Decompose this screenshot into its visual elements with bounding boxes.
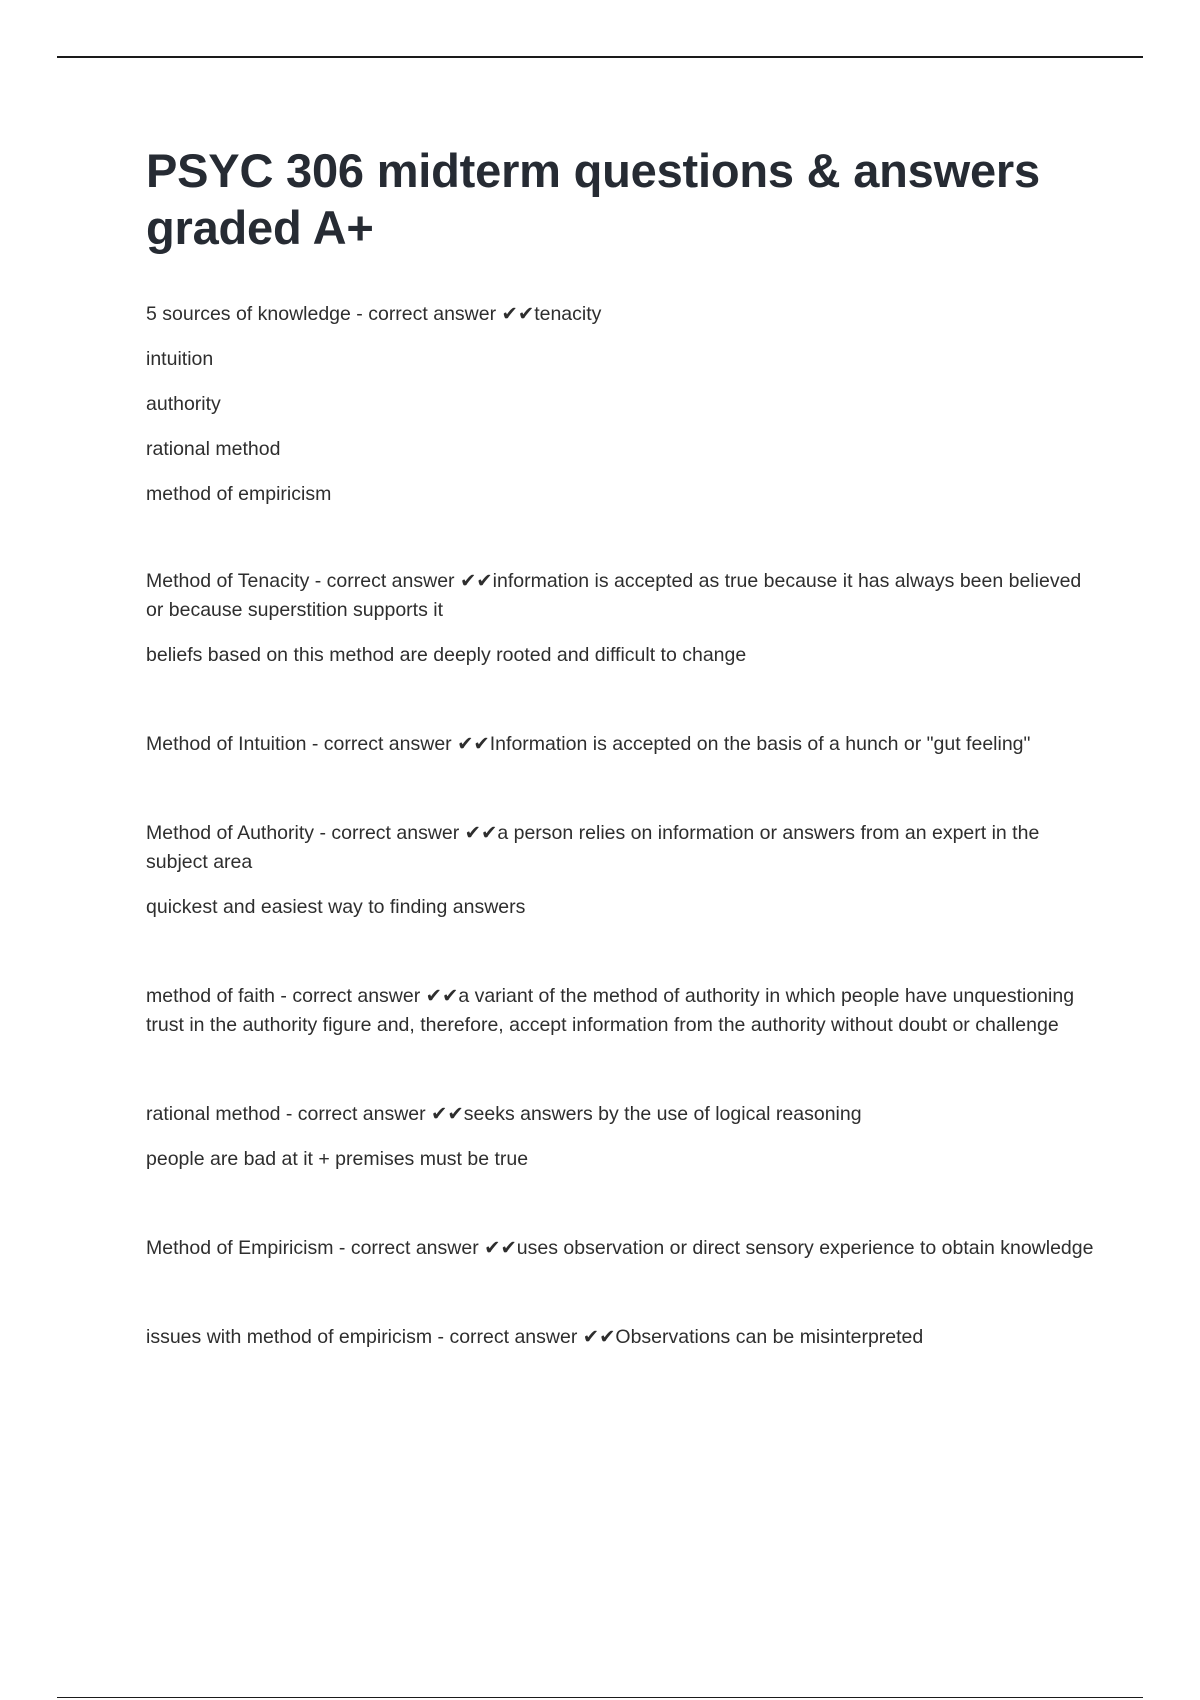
qa-entry (146, 1234, 1096, 1263)
qa-question: issues with method of empiricism - correct answer ✔✔Observations can be misinterpreted (146, 1326, 924, 1348)
qa-entry (146, 1323, 1096, 1352)
qa-extra-line: rational method (146, 438, 281, 460)
qa-extra-line: quickest and easiest way to finding answers (146, 896, 526, 918)
qa-entry (146, 567, 1096, 670)
qa-extra-line: intuition (146, 348, 214, 370)
qa-question: Method of Intuition - correct answer ✔✔Information is accepted on the basis of a hunch or "gut feeling" (146, 733, 1031, 755)
bottom-rule (57, 1697, 1143, 1698)
qa-extra-line: method of empiricism (146, 483, 332, 505)
document-title: PSYC 306 midterm questions & answers graded A+ (146, 144, 1040, 254)
qa-question: Method of Empiricism - correct answer ✔✔uses observation or direct sensory experience to obtain knowledge (146, 1237, 1094, 1259)
qa-question: Method of Tenacity - correct answer ✔✔information is accepted as true because it has always been believed or because superstition supports it (146, 570, 1082, 621)
qa-entry (146, 730, 1096, 759)
qa-extra-line: authority (146, 393, 221, 415)
qa-question: method of faith - correct answer ✔✔a variant of the method of authority in which people have unquestioning trust in the authority figure and, therefore, accept information from the authority without doubt or challenge (146, 985, 1075, 1036)
qa-entry (146, 300, 1096, 509)
qa-extra-line: people are bad at it + premises must be true (146, 1148, 529, 1170)
top-rule (57, 56, 1143, 58)
qa-entry (146, 982, 1096, 1040)
document-body (146, 142, 1096, 1412)
qa-entry (146, 1100, 1096, 1174)
qa-question: rational method - correct answer ✔✔seeks answers by the use of logical reasoning (146, 1103, 862, 1125)
qa-extra-line: beliefs based on this method are deeply rooted and difficult to change (146, 644, 747, 666)
qa-question: Method of Authority - correct answer ✔✔a person relies on information or answers from an expert in the subject area (146, 822, 1040, 873)
qa-entry (146, 819, 1096, 922)
qa-list (146, 300, 1096, 1352)
qa-question: 5 sources of knowledge - correct answer ✔✔tenacity (146, 303, 602, 325)
